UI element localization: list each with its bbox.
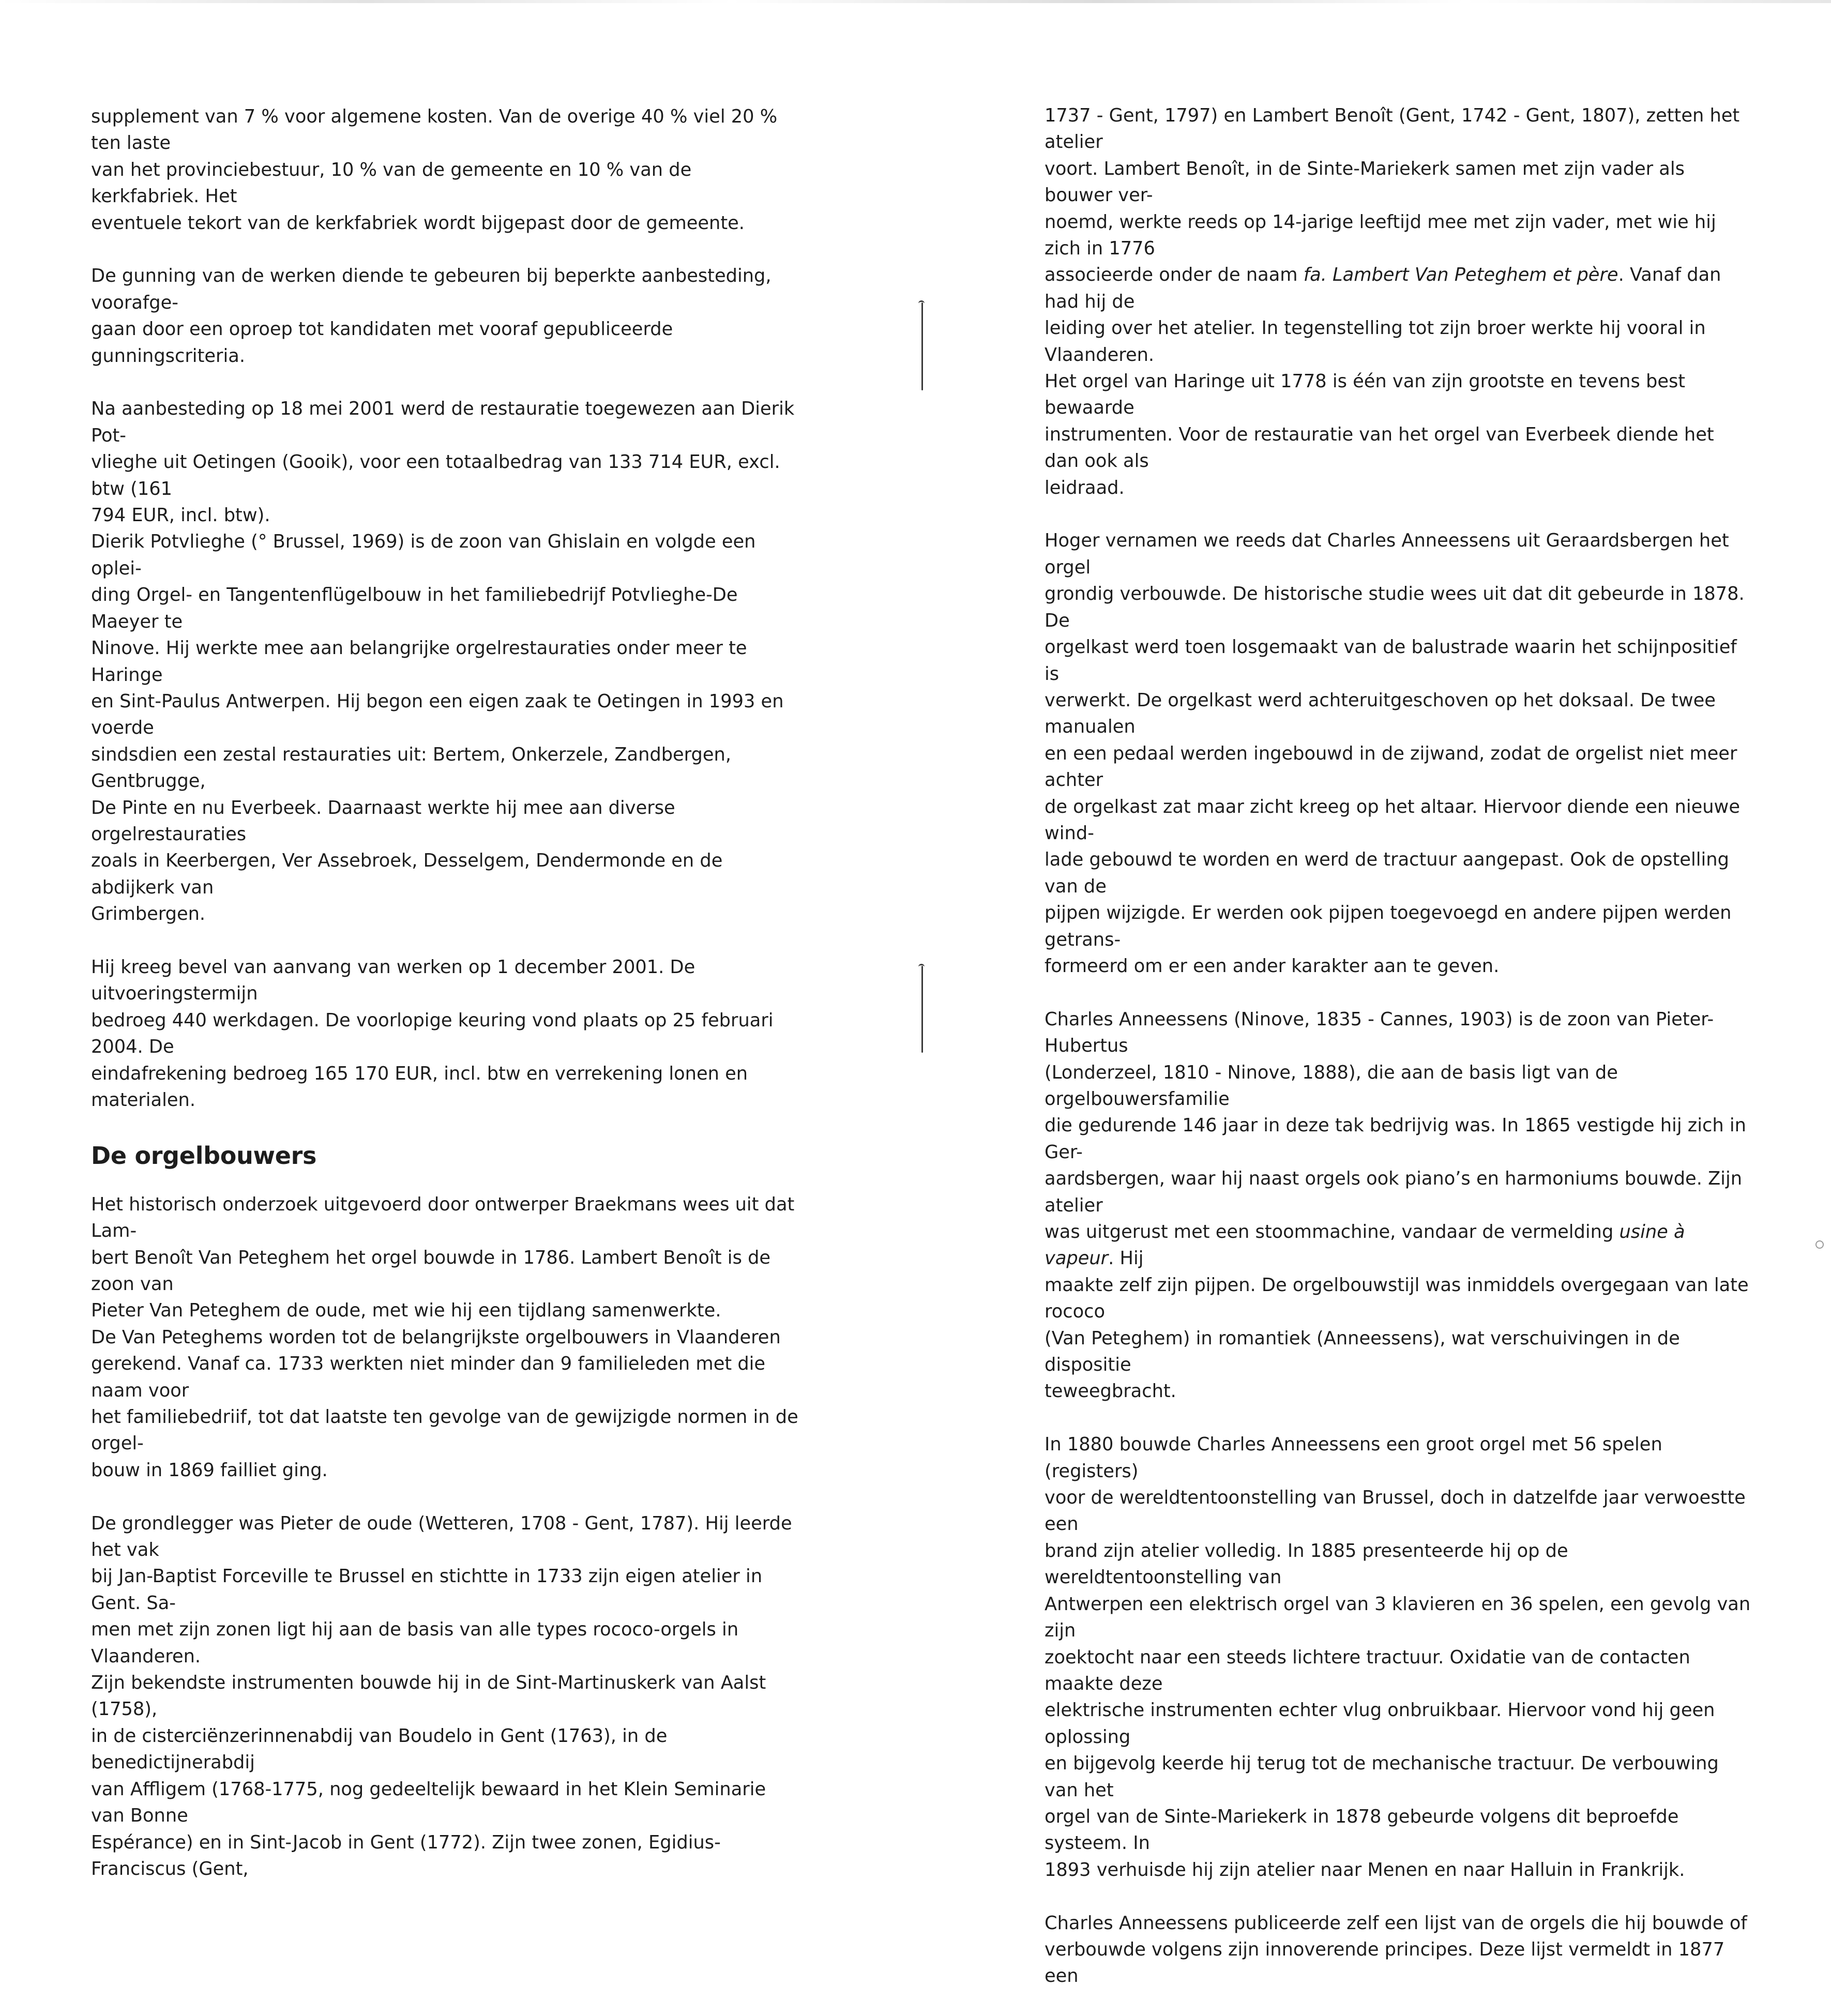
paragraph-tender: De gunning van de werken diende te gebeuren bij beperkte aanbesteding, voorafge- gaan door een oproep tot kandidaten met vooraf gepubliceerde gunningscriteria. (91, 265, 771, 367)
paragraph-organ-list: Charles Anneessens publiceerde zelf een lijst van de orgels die hij bouwde of verbouwde volgens zijn innoverende principes. Deze lijst vermeldt in 1877 een (1045, 1912, 1747, 1987)
usine-italic: usine à vapeur (1045, 1221, 1685, 1269)
paragraph-anneessens-rebuild: Hoger vernamen we reeds dat Charles Anneessens uit Geraardsbergen het orgel grondig verbouwde. De historische studie wees uit dat dit gebeurde in 1878. De orgelkast werd toen losgemaakt van de balustrade waarin het schijnpositief is verwerkt. De orgelkast werd achteruitgeschoven op het doksaal. De twee manualen en een pedaal werden ingebouwd in de zijwand, zodat de orgelist niet meer achter de orgelkast zat maar zicht kreeg op het altaar. Hiervoor diende een nieuwe wind- lade gebouwd te worden en werd de tractuur aangepast. Ook de opstelling van de pijpen wijzigde. Er werden ook pijpen toegevoegd en andere pijpen werden getrans- formeerd om er een ander karakter aan te geven. (1045, 530, 1745, 977)
paragraph-award: Na aanbesteding op 18 mei 2001 werd de restauratie toegewezen aan Dierik Pot- vlieghe uit Oetingen (Gooik), voor een totaalbedrag van 133 714 EUR, excl. btw (161 794 EUR, incl. btw). (91, 398, 795, 526)
staple-top (918, 302, 926, 390)
paragraph-potvlieghe: Dierik Potvlieghe (° Brussel, 1969) is de zoon van Ghislain en volgde een oplei- ding Orgel- en Tangentenflügelbouw in het familiebedrijf Potvlieghe-De Maeyer te Ninove. Hij werkte mee aan belangrijke orgelrestauraties onder meer te Haringe en Sint-Paulus Antwerpen. Hij begon een eigen zaak te Oetingen in 1993 en voerde sindsdien een zestal restauraties uit: Bertem, Onkerzele, Zandbergen, Gentbrugge, De Pinte en nu Everbeek. Daarnaast werkte hij mee aan diverse orgelrestauraties zoals in Keerbergen, Ver Assebroek, Desselgem, Dendermonde en de abdijkerk van Grimbergen. (91, 531, 784, 925)
paragraph-anneessens-bio (1045, 1006, 1753, 1405)
paragraph-works-start: Hij kreeg bevel van aanvang van werken op 1 december 2001. De uitvoeringstermijn bedroeg 440 werkdagen. De voorlopige keuring vond plaats op 25 februari 2004. De eindafrekening bedroeg 165 170 EUR, incl. btw en verrekening lonen en materialen. (91, 956, 774, 1111)
paragraph-founder: De grondlegger was Pieter de oude (Wetteren, 1708 - Gent, 1787). Hij leerde het vak bij Jan-Baptist Forceville te Brussel en stichtte in 1733 zijn eigen atelier in Gent. Sa- men met zijn zonen ligt hij aan de basis van alle types rococo-orgels in Vlaanderen. Zijn bekendste instrumenten bouwde hij in de Sint-Martinuskerk van Aalst (1758), in de cisterciënzerinnenabdij van Boudelo in Gent (1763), in de benedictijnerabdij van Affligem (1768-1775, nog gedeeltelijk bewaard in het Klein Seminarie van Bonne Espérance) en in Sint-Jacob in Gent (1772). Zijn twee zonen, Egidius-Franciscus (Gent, (91, 1512, 792, 1879)
paragraph-lambert-benoit (1045, 102, 1753, 501)
left-page-column (91, 103, 799, 1909)
right-page-column (1045, 102, 1753, 2016)
section-heading: De orgelbouwers (91, 1141, 317, 1170)
paragraph-lambert-benoit-start: 1737 - Gent, 1797) en Lambert Benoît (Gent, 1742 - Gent, 1807), zetten het atelier voort. Lambert Benoît, in de Sinte-Mariekerk samen met zijn vader als bouwer ver- noemd, werkte reeds op 14-jarige leeftijd mee met zijn vader, met wie hij zich in 1776 associeerde onder de naam (1045, 105, 1740, 286)
staple-bottom (918, 966, 926, 1053)
paragraph-world-exhibition: In 1880 bouwde Charles Anneessens een groot orgel met 56 spelen (registers) voor de wereldtentoonstelling van Brussel, doch in datzelfde jaar verwoestte een brand zijn atelier volledig. In 1885 presenteerde hij op de wereldtentoonstelling van Antwerpen een elektrisch orgel van 3 klavieren en 36 spelen, een gevolg van zijn zoektocht naar een steeds lichtere tractuur. Oxidatie van de contacten maakte deze elektrische instrumenten echter vlug onbruikbaar. Hiervoor vond hij geen oplossing en bijgevolg keerde hij terug tot de mechanische tractuur. De verbouwing van het orgel van de Sinte-Mariekerk in 1878 gebeurde volgens dit beproefde systeem. In 1893 verhuisde hij zijn atelier naar Menen en naar Halluin in Frankrijk. (1045, 1434, 1751, 1881)
paragraph-van-peteghems: De Van Peteghems worden tot de belangrijkste orgelbouwers in Vlaanderen gerekend. Vanaf ca. 1733 werkten niet minder dan 9 familieleden met die naam voor het familiebedriif, tot dat laatste ten gevolge van de gewijzigde normen in de orgel- bouw in 1869 failliet ging. (91, 1326, 798, 1481)
paragraph-anneessens-bio-start: Charles Anneessens (Ninove, 1835 - Cannes, 1903) is de zoon van Pieter-Hubertus (Londerzeel, 1810 - Ninove, 1888), die aan de basis ligt van de orgelbouwersfamilie die gedurende 146 jaar in deze tak bedrijvig was. In 1865 vestigde hij zich in Ger- aardsbergen, waar hij naast orgels ook piano’s en harmoniums bouwde. Zijn atelier was uitgerust met een stoommachine, vandaar de vermelding (1045, 1008, 1746, 1243)
firm-name-italic: fa. Lambert Van Peteghem et père (1303, 264, 1618, 286)
paragraph-research: Het historisch onderzoek uitgevoerd door ontwerper Braekmans wees uit dat Lam- bert Benoît Van Peteghem het orgel bouwde in 1786. Lambert Benoît is de zoon van Pieter Van Peteghem de oude, met wie hij een tijdlang samenwerkte. (91, 1193, 795, 1322)
paragraph-lambert-benoit-rest: . Vanaf dan had hij de leiding over het atelier. In tegenstelling tot zijn broer werkte hij vooral in Vlaanderen. Het orgel van Haringe uit 1778 is één van zijn grootste en tevens best bewaarde instrumenten. Voor de restauratie van het orgel van Everbeek diende het dan ook als leidraad. (1045, 264, 1721, 498)
scan-circle-mark (1815, 1240, 1824, 1249)
paragraph-costs: supplement van 7 % voor algemene kosten. Van de overige 40 % viel 20 % ten laste van het provinciebestuur, 10 % van de gemeente en 10 % van de kerkfabriek. Het eventuele tekort van de kerkfabriek wordt bijgepast door de gemeente. (91, 106, 778, 234)
paragraph-anneessens-bio-rest: . Hij maakte zelf zijn pijpen. De orgelbouwstijl was inmiddels overgegaan van late rococo (Van Peteghem) in romantiek (Anneessens), wat verschuivingen in de dispositie teweegbracht. (1045, 1248, 1749, 1402)
scan-top-edge (0, 0, 1831, 3)
